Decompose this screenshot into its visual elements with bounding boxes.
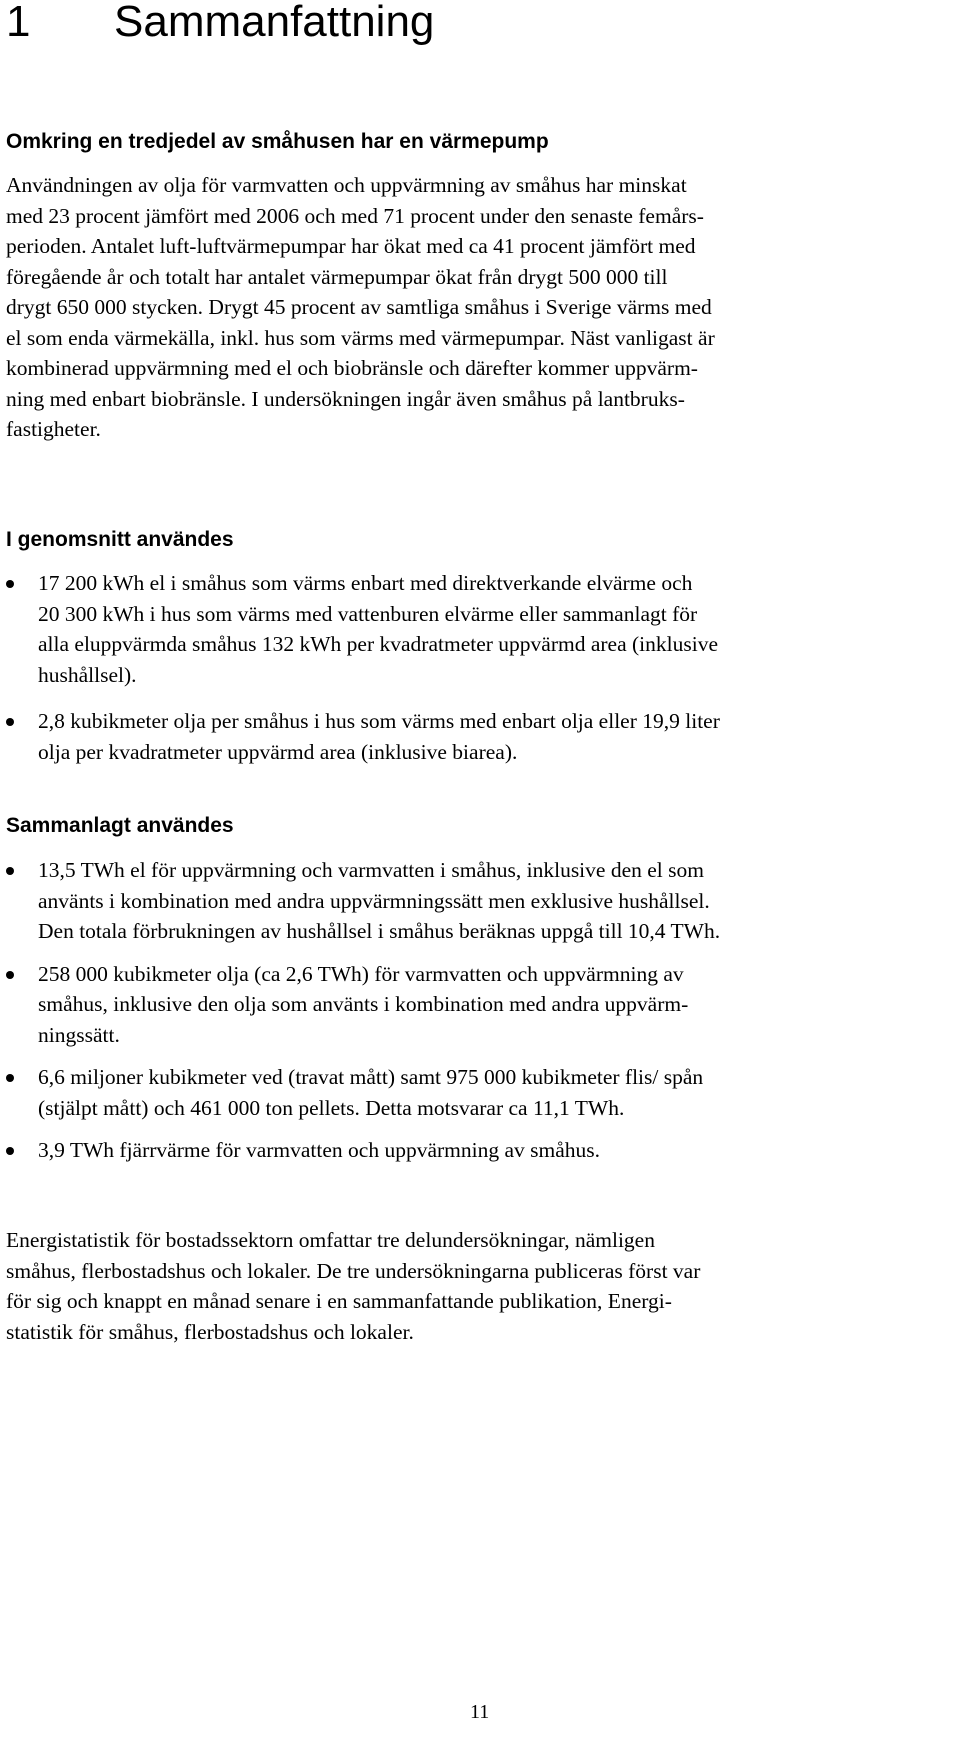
paragraph-line: med 23 procent jämfört med 2006 och med 71 procent under den senaste femårs- [6,203,704,228]
list-item-line: 13,5 TWh el för uppvärmning och varmvatten i småhus, inklusive den el som [38,858,704,882]
list-item-line: Den totala förbrukningen av hushållsel i småhus beräknas uppgå till 10,4 TWh. [38,919,721,943]
list-item-line: ningssätt. [38,1022,120,1047]
paragraph-line: för sig och knappt en månad senare i en sammanfattande publikation, Energi- [6,1289,672,1313]
page-number: 11 [470,1701,490,1723]
list-item-text [38,706,938,767]
intro-paragraph [6,170,906,445]
paragraph-line: fastigheter. [6,417,101,441]
list-item [0,706,960,767]
list-item-text [38,959,938,1051]
list-item [0,855,960,947]
list-item-line: alla eluppvärmda småhus 132 kWh per kvadratmeter uppvärmd area (inklusive [38,632,719,656]
bullet-icon [6,971,14,979]
list-item [0,1135,960,1166]
list-item-line: 20 300 kWh i hus som värms med vattenburen elvärme eller sammanlagt för [38,601,698,626]
list-item-line: hushållsel). [38,662,137,687]
list-item-line: småhus, inklusive den olja som använts i kombination med andra uppvärm- [38,992,689,1016]
section-heading-average-use: I genomsnitt användes [6,528,234,551]
list-item-line: 6,6 miljoner kubikmeter ved (travat mått) samt 975 000 kubikmeter flis/ spån [38,1065,704,1089]
section-heading-total-use: Sammanlagt användes [6,814,234,837]
list-item-line: (stjälpt mått) och 461 000 ton pellets. Detta motsvarar ca 11,1 TWh. [38,1095,625,1120]
bullet-icon [6,718,14,726]
total-use-list [0,855,960,1166]
list-item-line: olja per kvadratmeter uppvärmd area (inklusive biarea). [38,739,518,764]
list-item-text [38,855,938,947]
list-item-line: 2,8 kubikmeter olja per småhus i hus som värms med enbart olja eller 19,9 liter [38,709,720,733]
chapter-title [6,0,434,44]
paragraph-line: drygt 650 000 stycken. Drygt 45 procent av samtliga småhus i Sverige värms med [6,295,712,319]
average-use-list [0,568,960,767]
list-item-line: 258 000 kubikmeter olja (ca 2,6 TWh) för varmvatten och uppvärmning av [38,961,684,986]
paragraph-line: statistik för småhus, flerbostadshus och lokaler. [6,1319,414,1344]
bullet-icon [6,1147,14,1155]
list-item [0,1062,960,1123]
list-item-text [38,568,938,690]
paragraph-line: föregående år och totalt har antalet värmepumpar ökat från drygt 500 000 till [6,264,668,289]
list-item-text [38,1062,938,1123]
paragraph-line: ning med enbart biobränsle. I undersökningen ingår även småhus på lantbruks- [6,386,685,411]
chapter-title-text: Sammanfattning [114,0,435,46]
list-item [0,959,960,1051]
paragraph-line: perioden. Antalet luft-luftvärmepumpar har ökat med ca 41 procent jämfört med [6,234,696,258]
paragraph-line: Energistatistik för bostadssektorn omfattar tre delundersökningar, nämligen [6,1228,655,1252]
list-item-line: 17 200 kWh el i småhus som värms enbart med direktverkande elvärme och [38,571,693,595]
list-item [0,568,960,690]
paragraph-line: Användningen av olja för varmvatten och uppvärmning av småhus har minskat [6,173,687,197]
closing-paragraph [6,1225,906,1347]
chapter-number: 1 [6,0,31,46]
paragraph-line: småhus, flerbostadshus och lokaler. De tre undersökningarna publiceras först var [6,1258,701,1283]
list-item-line: 3,9 TWh fjärrvärme för varmvatten och uppvärmning av småhus. [38,1138,601,1162]
bullet-icon [6,1074,14,1082]
section-heading-heat-pumps: Omkring en tredjedel av småhusen har en värmepump [6,130,549,153]
paragraph-line: el som enda värmekälla, inkl. hus som värms med värmepumpar. Näst vanligast är [6,325,715,350]
paragraph-line: kombinerad uppvärmning med el och biobränsle och därefter kommer uppvärm- [6,356,698,380]
bullet-icon [6,580,14,588]
list-item-text [38,1135,938,1166]
list-item-line: använts i kombination med andra uppvärmningssätt men exklusive hushållsel. [38,888,710,913]
bullet-icon [6,867,14,875]
